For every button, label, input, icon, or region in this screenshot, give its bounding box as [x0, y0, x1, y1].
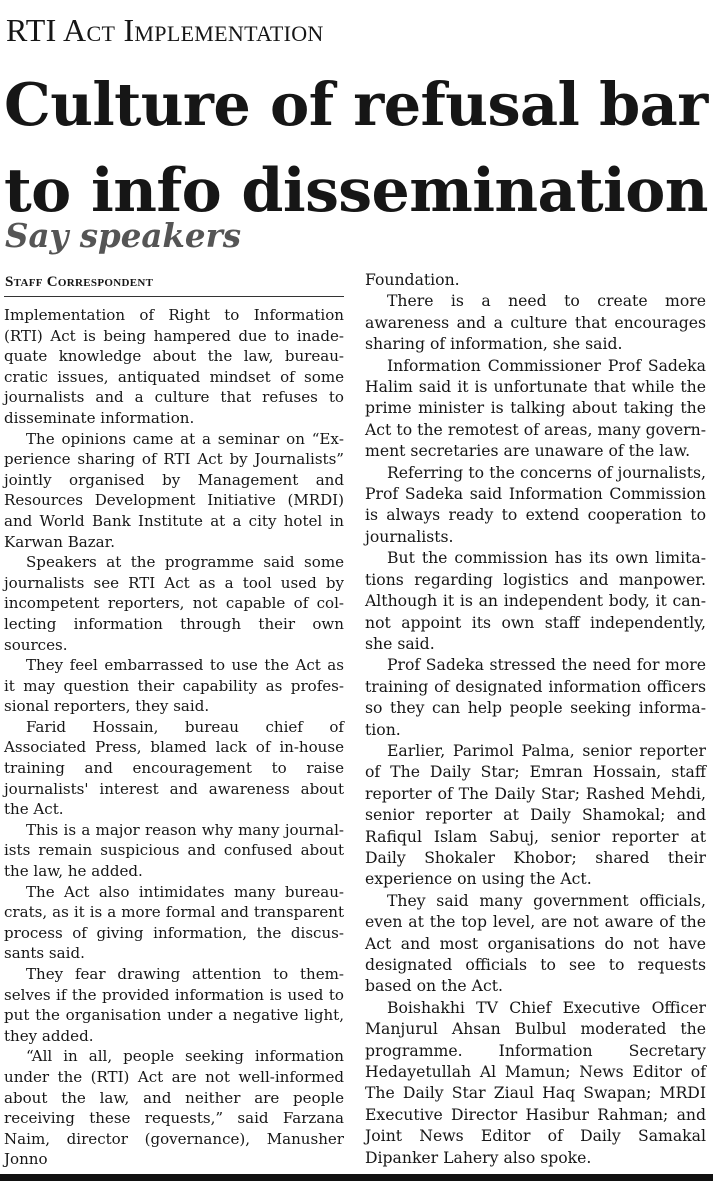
byline: Staff Correspondent — [5, 274, 154, 290]
paragraph: The opinions came at a seminar on “Experience sharing of RTI Act by Journalists” jointly organised by Management and Resources Development Initiative (MRDI) and World Bank Institute at a city hotel in Karwan Bazar. — [4, 429, 344, 551]
byline-divider — [4, 296, 344, 297]
paragraph: Referring to the concerns of journalists, Prof Sadeka said Information Commission is always ready to extend cooperation to journalists. — [365, 462, 706, 546]
paragraph: Implementation of Right to Information (RTI) Act is being hampered due to inadequate knowledge about the law, bureaucratic issues, antiquated mindset of some journalists and a culture that refuses to disseminate information. — [4, 306, 344, 427]
paragraph: There is a need to create more awareness and a culture that encourages sharing of information, she said. — [365, 291, 706, 354]
paragraph: Boishakhi TV Chief Executive Officer Manjurul Ahsan Bulbul moderated the programme. Information Secretary Hedayetullah Al Mamun; News Editor of The Daily Star Ziaul Haq Swapan; MRDI Executive Director Hasibur Rahman; and Joint News Editor of Daily Samakal Dipanker Lahery also spoke. — [365, 997, 706, 1167]
paragraph: “All in all, people seeking information under the (RTI) Act are not well-informed about the law, and neither are people receiving these requests,” said Farzana Naim, director (governance), Manusher Jonno — [4, 1047, 344, 1169]
subhead: Say speakers — [5, 216, 241, 255]
paragraph: Prof Sadeka stressed the need for more training of designated information officers so they can help people seeking information. — [365, 655, 706, 739]
headline — [4, 62, 710, 234]
paragraph: This is a major reason why many journalists remain suspicious and confused about the law, he added. — [4, 820, 344, 881]
scan-edge-bar — [0, 1174, 713, 1181]
paragraph: Farid Hossain, bureau chief of Associated Press, blamed lack of in-house training and encouragement to raise journalists' interest and awareness about the Act. — [4, 717, 344, 819]
paragraph: They fear drawing attention to themselves if the provided information is used to put the organisation under a negative light, they added. — [4, 965, 344, 1045]
kicker: RTI Act Implementation — [6, 12, 324, 48]
paragraph: The Act also intimidates many bureaucrats, as it is a more formal and transparent process of giving information, the discussants said. — [4, 882, 344, 963]
headline-line-1: Culture of refusal bar — [4, 70, 708, 139]
paragraph: Information Commissioner Prof Sadeka Halim said it is unfortunate that while the prime minister is talking about taking the Act to the remotest of areas, many government secretaries are unaware of the law. — [365, 355, 706, 461]
paragraph: They feel embarrassed to use the Act as it may question their capability as professional reporters, they said. — [4, 656, 344, 716]
headline-line-2: to info dissemination — [4, 156, 708, 226]
paragraph: Earlier, Parimol Palma, senior reporter of The Daily Star; Emran Hossain, staff reporter of The Daily Star; Rashed Mehdi, senior reporter at Daily Shamokal; and Rafiqul Islam Sabuj, senior reporter at Daily Shokaler Khobor; shared their experience on using the Act. — [365, 740, 706, 889]
paragraph: Foundation. — [365, 270, 460, 289]
paragraph: Speakers at the programme said some journalists see RTI Act as a tool used by incompetent reporters, not capable of collecting information through their own sources. — [4, 553, 344, 654]
paragraph: But the commission has its own limitations regarding logistics and manpower. Although it is an independent body, it cannot appoint its own staff independently, she said. — [365, 548, 706, 653]
paragraph: They said many government officials, even at the top level, are not aware of the Act and most organisations do not have designated officials to see to requests based on the Act. — [365, 890, 706, 996]
article-column-2 — [365, 269, 706, 1168]
article-column-1 — [4, 305, 344, 1170]
